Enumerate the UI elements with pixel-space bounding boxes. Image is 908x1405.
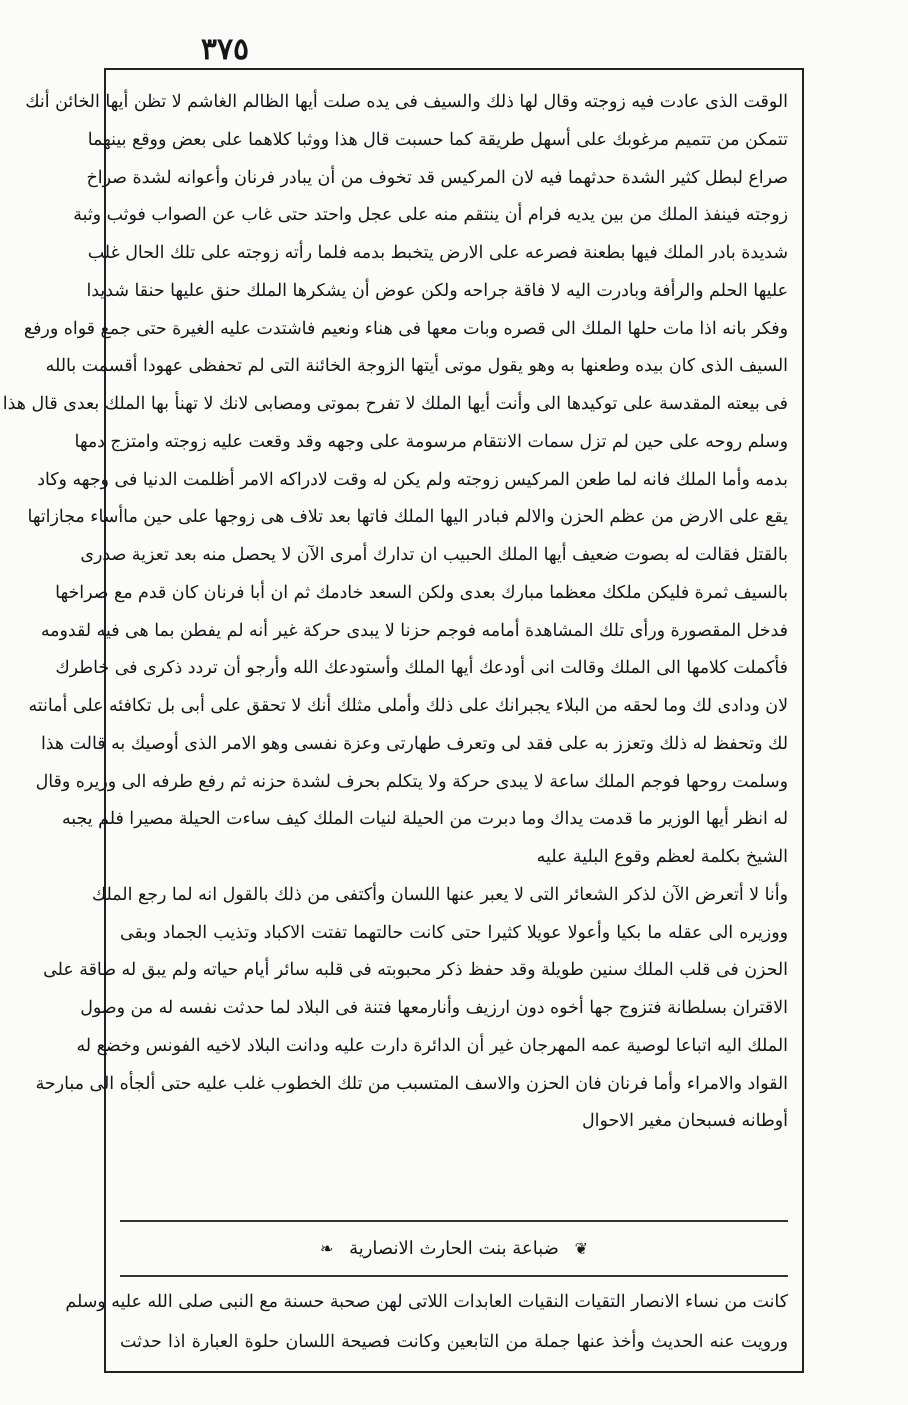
page-number: ٣٧٥ [200,32,250,67]
text-line: بالقتل فقالت له بصوت ضعيف أيها الملك الحبيب ان تدارك أمرى الآن لا يحصل منه بعد تعزية صدرى [80,545,788,565]
text-line: فأكملت كلامها الى الملك وقالت انى أودعك أيها الملك وأستودعك الله وأرجو أن تردد ذكرى فى خاطرك [55,658,788,679]
text-line: لان ودادى لك وما لحقه من البلاء يجبرانك على ذلك وأملى مثلك أنك لا تحقق على أبى بل تكافئه على أمانته [28,696,788,716]
text-line: كانت من نساء الانصار التقيات النقيات العابدات اللاتى لهن صحبة حسنة مع النبى صلى الله عليه وسلم [65,1292,788,1312]
text-line: وفكر بانه اذا مات حلها الملك الى قصره وبات معها فى هناء ونعيم فاشتدت عليه الغيرة حتى جمع قواه ورفع [23,318,788,339]
section-divider-top [120,1220,788,1222]
text-line: يقع على الارض من عظم الحزن والالم فبادر اليها الملك فاتها بعد تلاف هى زوجها على حين ماأساء مجازاتها [27,507,788,528]
text-line: ووزيره الى عقله ما بكيا وأعولا عويلا كثيرا حتى كانت حالتهما تفتت الاكباد وتذيب الجماد وبقى [120,922,788,943]
text-line: تتمكن من تتميم مرغوبك على أسهل طريقة كما حسبت قال هذا ووثبا كلاهما على بعض ووقع بينهما [87,129,788,150]
text-line: الحزن فى قلب الملك سنين طويلة وقد حفظ ذكر محبوبته فى قلبه سائر أيام حياته ولم يبق له طاقة على [43,960,788,981]
text-line: الوقت الذى عادت فيه زوجته وقال لها ذلك والسيف فى يده صلت أيها الظالم الغاشم لا تظن أيها الخائن أنك [25,92,788,112]
text-line: زوجته فينفذ الملك من بين يديه فرام أن ينتقم منه على عجل واحتد حتى غاب عن الصواب فوثب وثبة [73,205,788,226]
text-line: وسلمت روحها فوجم الملك ساعة لا يبدى حركة ولا يتكلم بحرف لشدة حزنه ثم رفع طرفه الى وزيره وقال [35,771,788,792]
text-line: ورويت عنه الحديث وأخذ عنها جملة من التابعين وكانت فصيحة اللسان حلوة العبارة اذا حدثت [120,1332,788,1352]
text-line: وسلم روحه على حين لم تزل سمات الانتقام مرسومة على وجهه وقد وقعت عليه زوجته وامتزج دمها [74,431,788,452]
text-line: السيف الذى كان بيده وطعنها به وهو يقول موتى أيتها الزوجة الخائنة التى لم تحفظى عهودا أقسمت بالله [45,356,788,377]
text-line: فدخل المقصورة ورأى تلك المشاهدة أمامه فوجم حزنا لا يبدى حركة غير أنه لم يفطن بما هى فيه لقدومه [40,620,788,641]
text-line: بالسيف ثمرة فليكن ملكك معظما مبارك بعدى ولكن السعد خادمك ثم ان أبا فرنان كان قدم مع صراخها [55,582,788,603]
text-line: الملك اليه اتباعا لوصية عمه المهرجان غير أن الدائرة دارت عليه ودانت البلاد لاخيه الفونس وخضع له [76,1035,788,1056]
text-line: عليها الحلم والرأفة وبادرت اليه لا فاقة جراحه ولكن عوض أن يشكرها الملك حنق عليها حنقا شديدا [86,280,788,301]
text-line: له انظر أيها الوزير ما قدمت يداك وما دبرت من الحيلة لنيات الملك كيف ساءت الحيلة مصيرا فلم يجبه [61,809,788,830]
body-text [2,84,788,1141]
text-line: صراع لبطل كثير الشدة حدثهما فيه لان المركيس قد تخوف من أن يبادر فرنان وأعوانه لشدة صراخ [86,167,788,188]
text-line: بدمه وأما الملك فانه لما طعن المركيس زوجته ولم يكن له وقت لادراكه الامر أظلمت الدنيا فى وجهه وكاد [37,469,788,490]
floral-ornament-icon: ❦ [574,1239,589,1258]
text-line: الشيخ بكلمة لعظم وقوع البلية عليه [536,847,788,867]
section-divider-bottom [120,1275,788,1277]
section-intro-text [65,1282,788,1362]
text-line: وأنا لا أتعرض الآن لذكر الشعائر التى لا يعبر عنها اللسان وأكتفى من ذلك بالقول انه لما رجع الملك [91,884,788,905]
text-line: القواد والامراء وأما فرنان فان الحزن والاسف المتسبب من تلك الخطوب غلب عليه حتى ألجأه الى مبارحة [35,1073,788,1094]
text-line: شديدة بادر الملك فيها بطعنة فصرعه على الارض يتخبط بدمه فلما رأته زوجته على تلك الحال غلب [87,243,788,263]
section-heading-row [106,1230,802,1268]
text-line: فى بيعته المقدسة على توكيدها الى وأنت أيها الملك لا تفرح بموتى ومصابى لانك لا تهنأ بها الملك بعدى قال هذا [2,394,788,414]
text-line: أوطانه فسبحان مغير الاحوال [582,1111,788,1132]
page-frame [2,68,804,1373]
text-line: الاقتران بسلطانة فتزوج جها أخوه دون ارزيف وأنارمعها فتنة فى البلاد لما حدثت نفسه له من وصول [80,998,788,1018]
floral-ornament-icon: ❧ [319,1239,334,1258]
section-heading: ضباعة بنت الحارث الانصارية [349,1238,559,1259]
text-line: لك وتحفظ له ذلك وتعزز به على فقد لى وتعرف طهارتى وعزة نفسى وهو الامر الذى أوصيك به قالت هذا [40,733,788,754]
